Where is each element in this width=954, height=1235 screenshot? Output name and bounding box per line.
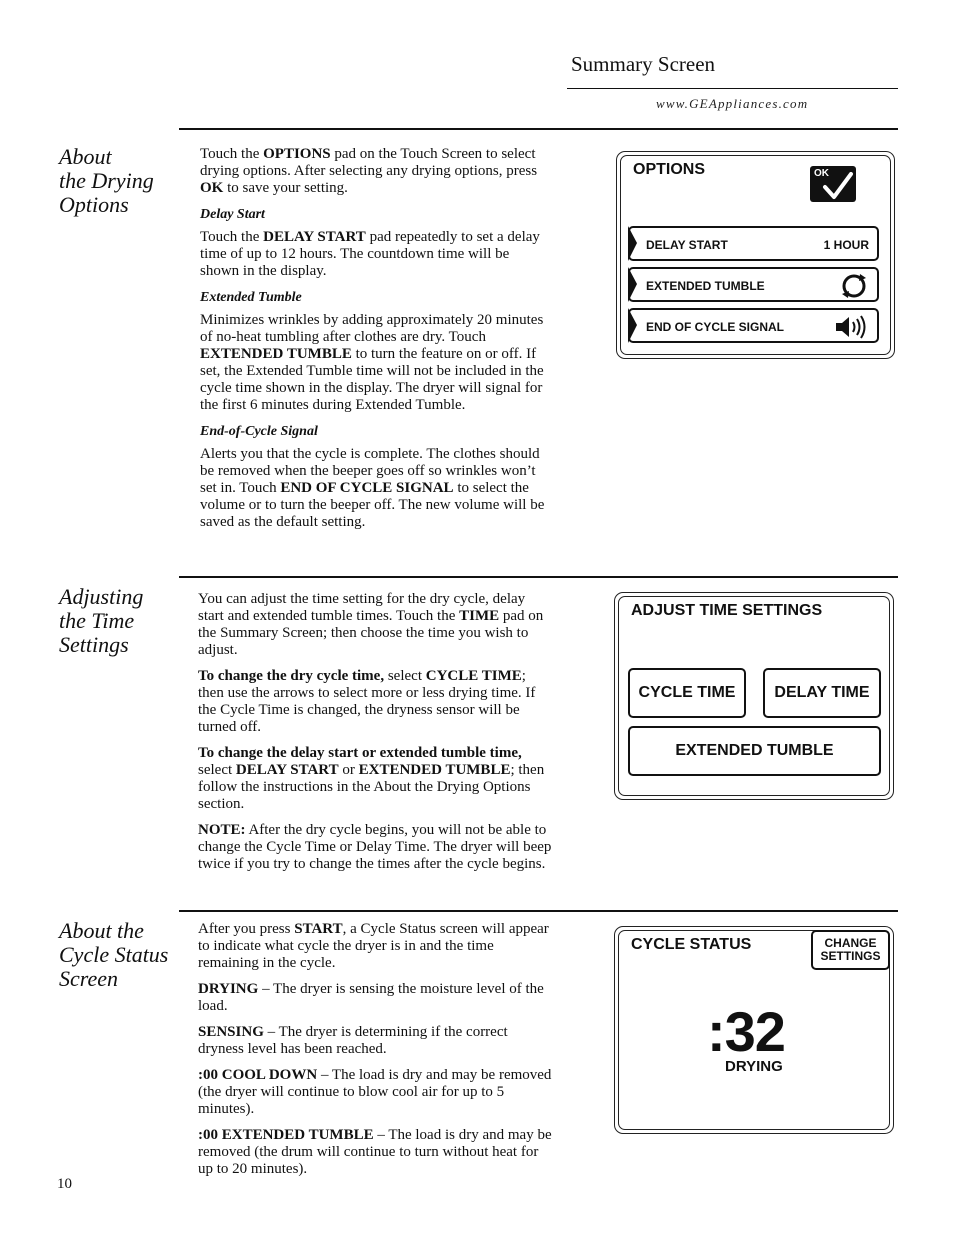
section-divider xyxy=(179,576,898,578)
header-rule xyxy=(567,88,898,89)
checkmark-icon xyxy=(822,172,854,200)
section-divider xyxy=(179,910,898,912)
cycle-status-title: CYCLE STATUS xyxy=(631,936,752,953)
adjusting-time-heading: Adjusting the Time Settings xyxy=(59,584,144,657)
adjust-time-screen xyxy=(614,592,894,800)
status-extended-tumble: :00 EXTENDED TUMBLE – The load is dry and may be removed (the drum will continue to turn without heat for up to 20 minutes). xyxy=(198,1127,552,1177)
extended-tumble-text: Minimizes wrinkles by adding approximately 20 minutes of no-heat tumbling after clothes are dry. Touch EXTENDED TUMBLE to turn the feature on or off. If set, the Extended Tumble time will not be included in the cycle time shown in the display. The dryer will signal for the first 6 minutes during Extended Tumble. xyxy=(200,312,544,413)
options-screen xyxy=(616,151,895,359)
cycle-status-body xyxy=(198,921,554,1187)
delay-start-text: Touch the DELAY START pad repeatedly to set a delay time of up to 12 hours. The countdown time will be shown in the display. xyxy=(200,229,540,279)
extended-tumble-subheading: Extended Tumble xyxy=(200,290,302,305)
time-note: NOTE: After the dry cycle begins, you will not be able to change the Cycle Time or Delay Time. The dryer will beep twice if you try to change the times after the cycle begins. xyxy=(198,822,552,872)
status-sensing: SENSING – The dryer is determining if the correct dryness level has been reached. xyxy=(198,1024,508,1057)
cycle-time-text: To change the dry cycle time, select CYCLE TIME; then use the arrows to select more or less drying time. If the Cycle Time is changed, the dryness sensor will be turned off. xyxy=(198,668,536,735)
page-title: Summary Screen xyxy=(571,52,716,76)
change-settings-button[interactable]: CHANGE SETTINGS xyxy=(811,930,890,970)
end-of-cycle-text: Alerts you that the cycle is complete. The clothes should be removed when the beeper goes off so wrinkles won’t set in. Touch END OF CYCLE SIGNAL to select the volume or to turn the beeper off. The new volume will be saved as the default setting. xyxy=(200,446,545,530)
cycle-time-button[interactable]: CYCLE TIME xyxy=(628,668,746,718)
status-drying: DRYING – The dryer is sensing the moisture level of the load. xyxy=(198,981,544,1014)
time-intro: You can adjust the time setting for the dry cycle, delay start and extended tumble times. Touch the TIME pad on the Summary Screen; then choose the time you wish to adjust. xyxy=(198,591,544,658)
ok-button[interactable]: OK xyxy=(810,166,856,202)
end-of-cycle-subheading: End-of-Cycle Signal xyxy=(200,424,318,439)
speaker-icon xyxy=(834,313,868,341)
section-divider xyxy=(179,128,898,130)
cycle-state: DRYING xyxy=(725,1058,783,1075)
delay-start-subheading: Delay Start xyxy=(200,207,265,222)
cycle-status-heading: About the Cycle Status Screen xyxy=(59,918,169,991)
cycle-status-screen xyxy=(614,926,894,1134)
delay-time-button[interactable]: DELAY TIME xyxy=(763,668,881,718)
time-remaining: :32 xyxy=(707,1000,785,1063)
page-number: 10 xyxy=(57,1176,72,1192)
drying-options-body xyxy=(200,146,552,540)
options-title: OPTIONS xyxy=(633,161,706,178)
website-url: www.GEAppliances.com xyxy=(656,96,809,111)
status-cool-down: :00 COOL DOWN – The load is dry and may be removed (the dryer will continue to blow cool air for up to 5 minutes). xyxy=(198,1067,552,1117)
tumble-icon xyxy=(840,272,868,300)
drying-intro: Touch the OPTIONS pad on the Touch Screen to select drying options. After selecting any drying options, press OK to save your setting. xyxy=(200,146,538,196)
adjusting-time-body xyxy=(198,591,554,882)
extended-tumble-button[interactable]: EXTENDED TUMBLE xyxy=(628,726,881,776)
end-of-cycle-signal-option[interactable]: END OF CYCLE SIGNAL xyxy=(628,308,879,343)
delay-start-option[interactable]: DELAY START 1 HOUR xyxy=(628,226,879,261)
status-intro: After you press START, a Cycle Status screen will appear to indicate what cycle the dryer is in and the time remaining in the cycle. xyxy=(198,921,549,971)
drying-options-heading: About the Drying Options xyxy=(59,144,154,217)
extended-tumble-option[interactable]: EXTENDED TUMBLE xyxy=(628,267,879,302)
delay-time-text: To change the delay start or extended tumble time, select DELAY START or EXTENDED TUMBLE; then follow the instructions in the About the Drying Options section. xyxy=(198,745,545,812)
adjust-time-title: ADJUST TIME SETTINGS xyxy=(631,602,823,619)
